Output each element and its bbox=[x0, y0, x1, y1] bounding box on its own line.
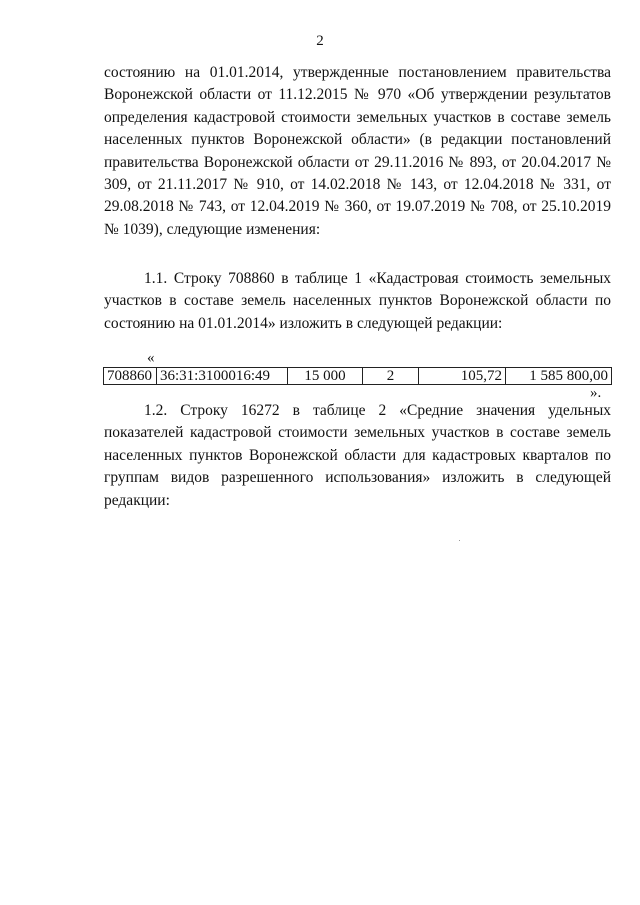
page-number: 2 bbox=[316, 33, 324, 49]
paragraph-1-1: 1.1. Строку 708860 в таблице 1 «Кадастровая стоимость земельных участков в составе земель населенных пунктов Воронежской области по состоянию на 01.01.2014» изложить в следующей редакции: bbox=[104, 270, 611, 332]
opening-quote: « bbox=[147, 350, 155, 366]
cadastral-number-cell: 36:31:3100016:49 bbox=[157, 368, 288, 385]
scan-speck bbox=[459, 540, 460, 541]
group-cell: 2 bbox=[363, 368, 419, 385]
row-number-cell: 708860 bbox=[104, 368, 157, 385]
area-cell: 15 000 bbox=[288, 368, 363, 385]
table-row bbox=[104, 368, 612, 385]
unit-value-cell: 105,72 bbox=[419, 368, 506, 385]
cadastral-value-table-row bbox=[103, 367, 612, 385]
paragraph-amendments-intro: состоянию на 01.01.2014, утвержденные постановлением правительства Воронежской области от 11.12.2015 № 970 «Об утверждении результатов определения кадастровой стоимости земельных участков в составе земель населенных пунктов Воронежской области» (в редакции постановлений правительства Воронежской области от 29.11.2016 № 893, от 20.04.2017 № 309, от 21.11.2017 № 910, от 14.02.2018 № 143, от 12.04.2018 № 331, от 29.08.2018 № 743, от 12.04.2019 № 360, от 19.07.2019 № 708, от 25.10.2019 № 1039), следующие изменения: bbox=[104, 64, 611, 238]
closing-quote: ». bbox=[590, 385, 602, 401]
paragraph-1-2: 1.2. Строку 16272 в таблице 2 «Средние значения удельных показателей кадастровой стоимости земельных участков в составе земель населенных пунктов Воронежской области для кадастровых кварталов по группам видов разрешенного использования» изложить в следующей редакции: bbox=[104, 402, 611, 509]
cadastral-value-cell: 1 585 800,00 bbox=[506, 368, 612, 385]
